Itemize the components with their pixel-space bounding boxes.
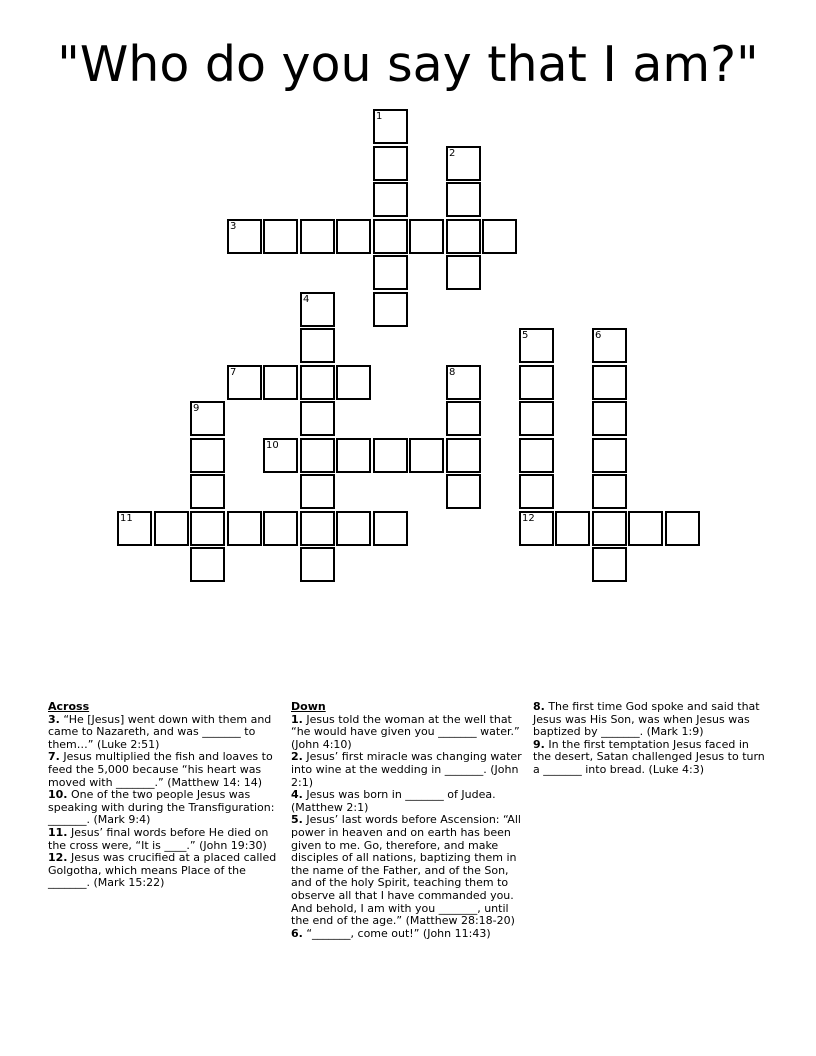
- clue-item: [48, 751, 280, 789]
- grid-cell[interactable]: [300, 292, 335, 327]
- clue-item-text: Jesus’ first miracle was changing water into wine at the wedding in _______. (John 2:1): [291, 750, 522, 789]
- clue-item-text: “He [Jesus] went down with them and came to Nazareth, and was _______ to them…” (Luke 2:51): [48, 712, 272, 751]
- grid-cell[interactable]: [263, 365, 298, 400]
- grid-cell[interactable]: [336, 219, 371, 254]
- grid-cell[interactable]: [519, 474, 554, 509]
- grid-cell[interactable]: [373, 109, 408, 144]
- grid-cell[interactable]: [555, 511, 590, 546]
- grid-cell[interactable]: [300, 511, 335, 546]
- clue-item: [533, 739, 765, 777]
- clue-item-number: 4.: [291, 788, 303, 802]
- clue-item-text: One of the two people Jesus was speaking with during the Transfiguration: _______. (Mark 9:4): [48, 788, 275, 827]
- grid-cell[interactable]: [592, 401, 627, 436]
- clue-item-number: 9.: [533, 737, 545, 751]
- grid-cell[interactable]: [519, 438, 554, 473]
- grid-cell[interactable]: [300, 474, 335, 509]
- grid-cell[interactable]: [373, 511, 408, 546]
- grid-cell[interactable]: [263, 219, 298, 254]
- across-header: Across: [48, 700, 90, 713]
- clue-number: 1: [376, 111, 383, 122]
- clue-item-text: Jesus multiplied the fish and loaves to feed the 5,000 because “his heart was moved with _______.” (Matthew 14: 14): [48, 750, 273, 789]
- grid-cell[interactable]: [446, 219, 481, 254]
- clue-item-number: 2.: [291, 750, 303, 764]
- grid-cell[interactable]: [446, 365, 481, 400]
- grid-cell[interactable]: [300, 328, 335, 363]
- grid-cell[interactable]: [446, 255, 481, 290]
- grid-cell[interactable]: [446, 182, 481, 217]
- grid-cell[interactable]: [190, 547, 225, 582]
- clue-item: [533, 701, 765, 739]
- grid-cell[interactable]: [373, 255, 408, 290]
- clue-number: 11: [120, 513, 133, 524]
- across-clues: [48, 701, 280, 890]
- grid-cell[interactable]: [336, 511, 371, 546]
- grid-cell[interactable]: [373, 146, 408, 181]
- clue-item-number: 11.: [48, 825, 68, 839]
- clue-item: [291, 751, 523, 789]
- clue-item: [291, 928, 523, 941]
- grid-cell[interactable]: [227, 511, 262, 546]
- grid-cell[interactable]: [592, 365, 627, 400]
- clue-number: 3: [230, 221, 237, 232]
- grid-cell[interactable]: [300, 219, 335, 254]
- puzzle-title: "Who do you say that I am?": [57, 36, 759, 93]
- grid-cell[interactable]: [190, 401, 225, 436]
- clue-item-text: Jesus told the woman at the well that “he would have given you _______ water.” (John 4:10): [291, 712, 520, 751]
- grid-cell[interactable]: [190, 438, 225, 473]
- clue-item-text: In the first temptation Jesus faced in the desert, Satan challenged Jesus to turn a _______ into bread. (Luke 4:3): [533, 737, 765, 776]
- clue-number: 12: [522, 513, 535, 524]
- grid-cell[interactable]: [446, 401, 481, 436]
- grid-cell[interactable]: [263, 511, 298, 546]
- clue-item-number: 10.: [48, 788, 68, 802]
- grid-cell[interactable]: [336, 365, 371, 400]
- grid-cell[interactable]: [373, 292, 408, 327]
- clue-number: 8: [449, 367, 456, 378]
- grid-cell[interactable]: [263, 438, 298, 473]
- clue-number: 6: [595, 330, 602, 341]
- grid-cell[interactable]: [592, 511, 627, 546]
- clue-item: [48, 789, 280, 827]
- clue-item: [291, 814, 523, 927]
- grid-cell[interactable]: [373, 182, 408, 217]
- clue-item: [291, 789, 523, 814]
- clue-item-number: 8.: [533, 700, 545, 713]
- down-clue-list-continued: [533, 701, 765, 777]
- grid-cell[interactable]: [154, 511, 189, 546]
- clue-item-number: 7.: [48, 750, 60, 764]
- clue-item-number: 12.: [48, 851, 68, 865]
- grid-cell[interactable]: [409, 438, 444, 473]
- grid-cell[interactable]: [592, 328, 627, 363]
- grid-cell[interactable]: [227, 219, 262, 254]
- grid-cell[interactable]: [446, 438, 481, 473]
- down-header: Down: [291, 700, 326, 713]
- grid-cell[interactable]: [592, 547, 627, 582]
- clue-item-text: Jesus was crucified at a placed called Golgotha, which means Place of the _______. (Mark 15:22): [48, 851, 277, 890]
- clue-number: 5: [522, 330, 529, 341]
- clue-number: 4: [303, 294, 310, 305]
- clue-number: 2: [449, 148, 456, 159]
- grid-cell[interactable]: [665, 511, 700, 546]
- clue-item-text: Jesus was born in _______ of Judea. (Matthew 2:1): [291, 788, 496, 814]
- clue-item-text: “_______, come out!” (John 11:43): [302, 926, 491, 940]
- grid-cell[interactable]: [117, 511, 152, 546]
- clue-number: 10: [266, 440, 279, 451]
- clue-item: [48, 852, 280, 890]
- grid-cell[interactable]: [300, 547, 335, 582]
- down-clue-list: [291, 714, 523, 941]
- grid-cell[interactable]: [190, 511, 225, 546]
- grid-cell[interactable]: [300, 365, 335, 400]
- grid-cell[interactable]: [592, 474, 627, 509]
- grid-cell[interactable]: [227, 365, 262, 400]
- clue-item: [48, 714, 280, 752]
- grid-cell[interactable]: [628, 511, 663, 546]
- grid-cell[interactable]: [519, 511, 554, 546]
- down-clues: [291, 701, 523, 940]
- clue-item-number: 6.: [291, 926, 303, 940]
- clue-item-number: 1.: [291, 712, 303, 726]
- grid-cell[interactable]: [373, 219, 408, 254]
- clue-item: [48, 827, 280, 852]
- grid-cell[interactable]: [336, 438, 371, 473]
- clue-item-text: Jesus’ final words before He died on the cross were, “It is ____.” (John 19:30): [48, 825, 269, 852]
- clue-item-number: 5.: [291, 813, 303, 827]
- grid-cell[interactable]: [446, 474, 481, 509]
- grid-cell[interactable]: [190, 474, 225, 509]
- grid-cell[interactable]: [300, 438, 335, 473]
- clue-item-text: The first time God spoke and said that Jesus was His Son, was when Jesus was baptized by _______. (Mark 1:9): [533, 700, 760, 739]
- grid-cell[interactable]: [519, 401, 554, 436]
- clue-item-number: 3.: [48, 712, 60, 726]
- grid-cell[interactable]: [300, 401, 335, 436]
- clue-number: 7: [230, 367, 237, 378]
- grid-cell[interactable]: [373, 438, 408, 473]
- down-clues-continued: [533, 701, 765, 777]
- across-clue-list: [48, 714, 280, 890]
- grid-cell[interactable]: [592, 438, 627, 473]
- grid-cell[interactable]: [519, 365, 554, 400]
- clue-number: 9: [193, 403, 200, 414]
- clue-item-text: Jesus’ last words before Ascension: “All power in heaven and on earth has been given to me. Go, therefore, and make disciples of all nations, baptizing them in the name of the Father, and of the Son, and of the holy Spirit, teaching them to observe all that I have commanded you. And behold, I am with you _______, until the end of the age.” (Matthew 28:18-20): [291, 813, 521, 928]
- grid-cell[interactable]: [519, 328, 554, 363]
- grid-cell[interactable]: [482, 219, 517, 254]
- grid-cell[interactable]: [409, 219, 444, 254]
- clue-item: [291, 714, 523, 752]
- grid-cell[interactable]: [446, 146, 481, 181]
